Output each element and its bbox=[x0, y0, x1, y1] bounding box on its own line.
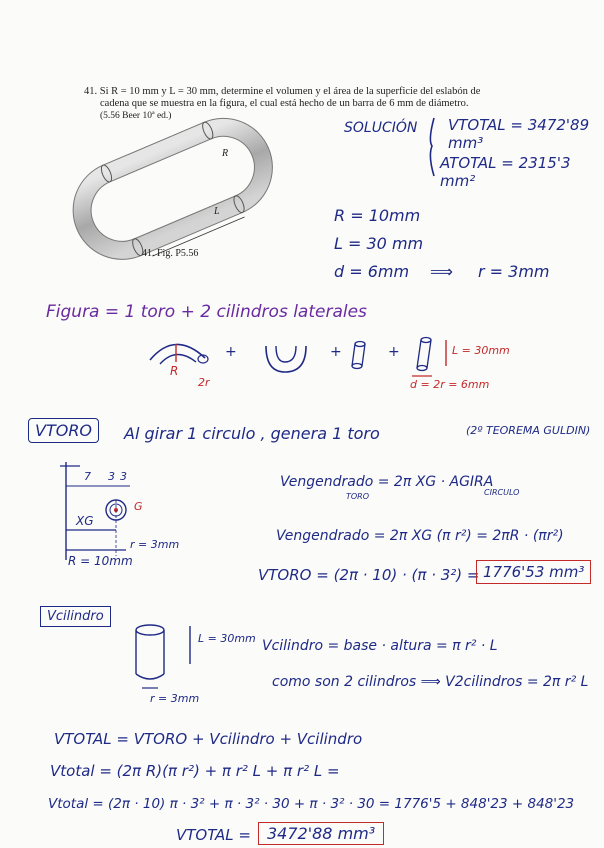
toro-eq1-sub-toro: TORO bbox=[346, 492, 370, 501]
total-eq1: VTOTAL = VTORO + Vcilindro + Vcilindro bbox=[54, 730, 363, 748]
figura-plus-3: + bbox=[388, 344, 400, 360]
problem-number: 41. bbox=[84, 86, 98, 97]
cilindro-eq2: como son 2 cilindros ⟹ V2cilindros = 2π r² L bbox=[272, 674, 589, 690]
data-r: r = 3mm bbox=[478, 262, 550, 281]
total-result: 3472'88 mm³ bbox=[258, 822, 384, 845]
toro-eq1-sub-circulo: CIRCULO bbox=[484, 488, 520, 497]
figura-plus-1: + bbox=[225, 344, 237, 360]
cilindro-L-label: L = 30mm bbox=[198, 632, 256, 645]
toro-dim-7: 7 bbox=[84, 470, 91, 483]
solution-label: SOLUCIÓN bbox=[344, 120, 418, 136]
toro-eq3: VTORO = (2π · 10) · (π · 3²) = bbox=[258, 566, 480, 584]
total-eq4: VTOTAL = bbox=[176, 826, 251, 844]
toro-r-label: r = 3mm bbox=[130, 538, 180, 551]
toro-eq2: Vengendrado = 2π XG (π r²) = 2πR · (πr²) bbox=[276, 528, 564, 544]
figura-text: Figura = 1 toro + 2 cilindros laterales bbox=[46, 302, 367, 322]
solution-v-total: VTOTAL = 3472'89 mm³ bbox=[448, 116, 590, 152]
figure-L-label: L bbox=[214, 206, 220, 217]
vtoro-note: (2º TEOREMA GULDIN) bbox=[466, 424, 591, 437]
data-arrow: ⟹ bbox=[430, 262, 453, 281]
vcilindro-box: Vcilindro bbox=[40, 606, 111, 627]
toro-G-label: G bbox=[134, 500, 143, 513]
figura-plus-2: + bbox=[330, 344, 342, 360]
problem-line-3: (5.56 Beer 10ª ed.) bbox=[100, 111, 172, 121]
total-eq2: Vtotal = (2π R)(π r²) + π r² L + π r² L = bbox=[50, 762, 340, 780]
toro-dim-3b: 3 bbox=[120, 470, 127, 483]
data-R: R = 10mm bbox=[334, 206, 421, 225]
toro-R-label: R = 10mm bbox=[68, 554, 133, 568]
toro-dim-3a: 3 bbox=[108, 470, 115, 483]
figura-d-label: d = 2r = 6mm bbox=[410, 378, 490, 391]
figura-torus-2r: 2r bbox=[198, 376, 210, 389]
vtoro-box: VTORO bbox=[28, 418, 99, 443]
total-eq3: Vtotal = (2π · 10) π · 3² + π · 3² · 30 + π · 3² · 30 = 1776'5 + 848'23 + 848'23 bbox=[48, 796, 575, 812]
toro-xg-label: XG bbox=[76, 514, 94, 528]
toro-result: 1776'53 mm³ bbox=[476, 560, 591, 584]
cilindro-eq1: Vcilindro = base · altura = π r² · L bbox=[262, 638, 498, 654]
problem-line-1: Si R = 10 mm y L = 30 mm, determine el volumen y el área de la superficie del eslabón de bbox=[99, 86, 481, 97]
solution-a-total: ATOTAL = 2315'3 mm² bbox=[440, 154, 571, 190]
problem-line-2: cadena que se muestra en la figura, el cual está hecho de un barra de 6 mm de diámetro. bbox=[100, 98, 469, 109]
toro-eq1: Vengendrado = 2π XG · AGIRA bbox=[280, 474, 494, 490]
figure-R-label: R bbox=[222, 148, 229, 159]
data-d: d = 6mm bbox=[334, 262, 410, 281]
figure-caption: 41. Fig. P5.56 bbox=[142, 248, 199, 259]
cilindro-r-label: r = 3mm bbox=[150, 692, 200, 705]
vtoro-text: Al girar 1 circulo , genera 1 toro bbox=[124, 424, 380, 443]
figura-torus-R: R bbox=[170, 364, 179, 378]
data-L: L = 30 mm bbox=[334, 234, 424, 253]
figura-L-label: L = 30mm bbox=[452, 344, 510, 357]
